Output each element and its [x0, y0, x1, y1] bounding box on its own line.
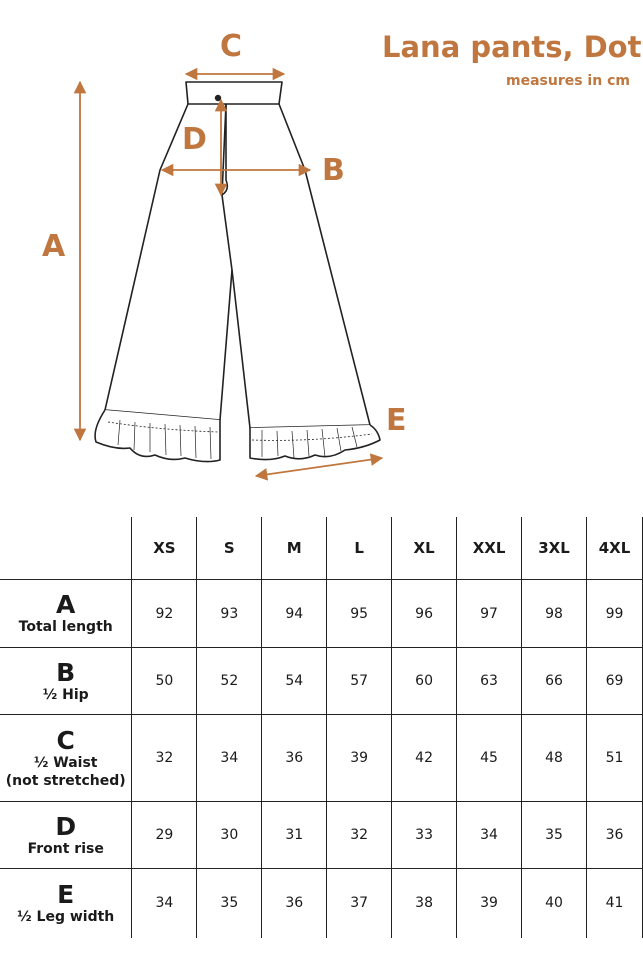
button	[216, 96, 221, 101]
table-cell: 38	[392, 869, 457, 938]
pants-drawing	[95, 82, 380, 462]
table-cell: 32	[132, 715, 197, 802]
table-row	[0, 648, 643, 715]
table-cell: 34	[197, 715, 262, 802]
table-cell: 36	[586, 802, 642, 869]
table-cell: 48	[522, 715, 587, 802]
row-letter: A	[56, 590, 76, 619]
table-cell: 98	[522, 580, 587, 648]
table-cell: 57	[327, 648, 392, 715]
label-c: C	[220, 29, 243, 64]
right-ruffle	[250, 425, 380, 460]
table-cell: 69	[586, 648, 642, 715]
table-row	[0, 869, 643, 938]
table-cell: 39	[457, 869, 522, 938]
table-cell: 94	[262, 580, 327, 648]
label-d: D	[182, 122, 207, 157]
row-header	[0, 648, 132, 715]
table-cell: 35	[522, 802, 587, 869]
table-cell: 54	[262, 648, 327, 715]
table-cell: 39	[327, 715, 392, 802]
column-header: XS	[132, 517, 197, 580]
label-b: B	[322, 153, 345, 188]
table-cell: 42	[392, 715, 457, 802]
table-cell: 63	[457, 648, 522, 715]
table-cell: 51	[586, 715, 642, 802]
table-cell: 32	[327, 802, 392, 869]
label-e: E	[386, 403, 407, 438]
table-cell: 29	[132, 802, 197, 869]
table-cell: 99	[586, 580, 642, 648]
table-cell: 95	[327, 580, 392, 648]
table-header-row	[0, 517, 643, 580]
right-leg	[232, 104, 370, 428]
table-cell: 36	[262, 869, 327, 938]
row-header	[0, 869, 132, 938]
arrow-e	[256, 458, 382, 476]
column-header: XL	[392, 517, 457, 580]
table-row	[0, 580, 643, 648]
table-cell: 97	[457, 580, 522, 648]
page-subtitle: measures in cm	[506, 73, 630, 89]
row-label: ½ Waist (not stretched)	[5, 754, 126, 789]
table-cell: 35	[197, 869, 262, 938]
column-header: 4XL	[586, 517, 642, 580]
page-title: Lana pants, Dot	[382, 30, 642, 64]
column-header: L	[327, 517, 392, 580]
row-letter: C	[56, 725, 75, 755]
table-cell: 45	[457, 715, 522, 802]
row-header	[0, 580, 132, 648]
waistband	[186, 82, 282, 104]
table-cell: 60	[392, 648, 457, 715]
row-label: ½ Leg width	[17, 908, 115, 925]
table-cell: 31	[262, 802, 327, 869]
left-leg	[105, 104, 232, 420]
column-header: M	[262, 517, 327, 580]
column-header: S	[197, 517, 262, 580]
corner-cell	[0, 517, 132, 580]
table-cell: 33	[392, 802, 457, 869]
row-letter: D	[55, 811, 77, 841]
table-cell: 36	[262, 715, 327, 802]
table-cell: 37	[327, 869, 392, 938]
row-label: Total length	[18, 619, 113, 635]
table-cell: 50	[132, 648, 197, 715]
table-cell: 96	[392, 580, 457, 648]
row-letter: B	[56, 657, 76, 687]
table-cell: 93	[197, 580, 262, 648]
row-header	[0, 802, 132, 869]
size-table	[0, 517, 643, 938]
table-cell: 34	[132, 869, 197, 938]
table-cell: 66	[522, 648, 587, 715]
table-cell: 41	[586, 869, 642, 938]
column-header: XXL	[457, 517, 522, 580]
table-cell: 30	[197, 802, 262, 869]
table-row	[0, 802, 643, 869]
column-header: 3XL	[522, 517, 587, 580]
row-header	[0, 715, 132, 802]
table-row	[0, 715, 643, 802]
table-cell: 52	[197, 648, 262, 715]
table-cell: 92	[132, 580, 197, 648]
row-label: Front rise	[27, 840, 104, 857]
table-cell: 34	[457, 802, 522, 869]
row-letter: E	[57, 879, 75, 909]
row-label: ½ Hip	[42, 686, 89, 703]
label-a: A	[42, 229, 66, 264]
table-cell: 40	[522, 869, 587, 938]
